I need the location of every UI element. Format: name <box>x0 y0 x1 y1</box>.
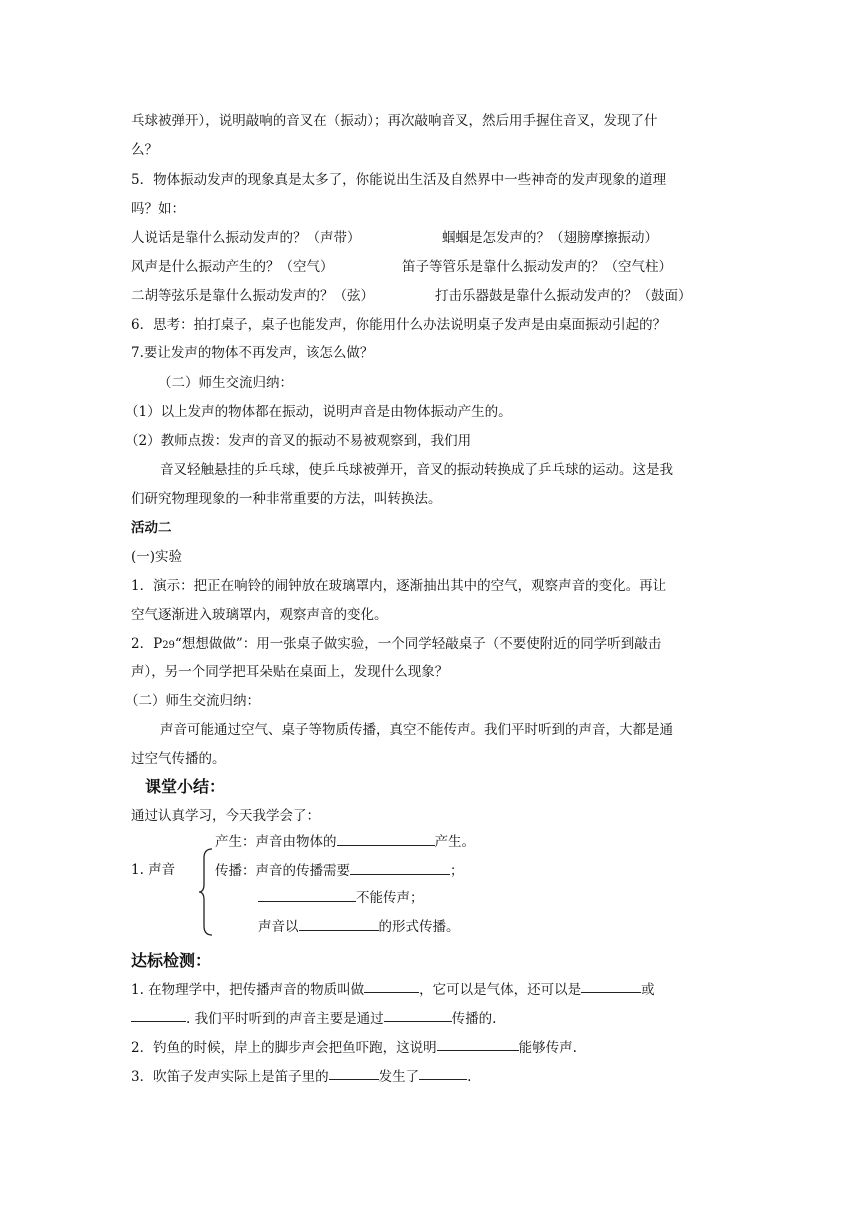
answer-blank <box>437 1038 519 1052</box>
question-text: . <box>467 1069 472 1085</box>
question-text: 1. 在物理学中，把传播声音的物质叫做 <box>131 982 365 998</box>
question-text: 发生了 <box>378 1069 420 1085</box>
row-text: 产生：声音由物体的 <box>215 834 337 850</box>
page-ref: 2．P <box>131 636 163 652</box>
question-6: 6．思考：拍打桌子，桌子也能发声，你能用什么办法说明桌子发声是由桌面振动引起的？ <box>131 317 667 333</box>
activity-heading: 活动二 <box>131 520 172 536</box>
summary-row <box>258 916 460 937</box>
answer-blank <box>131 1009 186 1023</box>
text-line: 乓球被弹开），说明敲响的音叉在（振动）；再次敲响音叉，然后用手握住音叉，发现了什 <box>131 113 658 129</box>
section-title: （二）师生交流归纳： <box>125 693 260 709</box>
answer-blank <box>384 1009 452 1023</box>
question-text: ，它可以是气体，还可以是 <box>419 982 582 998</box>
question-text: 2．钓鱼的时候，岸上的脚步声会把鱼吓跑，这说明 <box>131 1040 437 1056</box>
question-text: . 我们平时听到的声音主要是通过 <box>186 1011 384 1027</box>
paragraph-line: 音叉轻触悬挂的乒乓球，使乒乓球被弹开，音叉的振动转换成了乒乓球的运动。这是我 <box>160 462 673 478</box>
question-5-cont: 吗？如： <box>131 201 185 217</box>
question-text: 传播的. <box>451 1011 497 1027</box>
paragraph-line: 声音可能通过空气、桌子等物质传播，真空不能传声。我们平时听到的声音，大都是通 <box>160 722 673 738</box>
row-text: 传播：声音的传播需要 <box>215 863 350 879</box>
question-7: 7.要让发声的物体不再发声，该怎么做？ <box>131 345 374 361</box>
question-text: 或 <box>641 982 655 998</box>
question-text: 3．吹笛子发声实际上是笛子里的 <box>131 1069 329 1085</box>
subsection-title: (一)实验 <box>131 549 183 565</box>
test-heading: 达标检测： <box>131 951 212 970</box>
summary-row <box>215 860 464 881</box>
demo-item <box>131 634 661 656</box>
summary-row <box>215 831 475 852</box>
paragraph-line: 过空气传播的。 <box>131 751 226 767</box>
answer-blank <box>337 831 435 846</box>
answer-blank <box>350 860 450 875</box>
section-title: （二）师生交流归纳： <box>158 375 293 391</box>
row-text: 的形式传播。 <box>378 919 460 935</box>
answer-blank <box>258 887 356 902</box>
answer-blank <box>364 980 419 994</box>
summary-row <box>258 887 424 908</box>
pair-question-b: 蝈蝈是怎发声的？（翅膀摩擦振动） <box>442 230 658 246</box>
demo-item: 1．演示：把正在响铃的闹钟放在玻璃罩内，逐渐抽出其中的空气，观察声音的变化。再让 <box>131 578 667 594</box>
test-question <box>131 1067 471 1087</box>
row-text: 产生。 <box>434 834 475 850</box>
text-line: 么？ <box>131 142 158 158</box>
pair-question-a: 人说话是靠什么振动发声的？（声带） <box>131 230 361 246</box>
paragraph-line: 们研究物理现象的一种非常重要的方法，叫转换法。 <box>131 491 442 507</box>
summary-heading: 课堂小结： <box>145 777 226 796</box>
row-text: 不能传声； <box>356 890 424 906</box>
pair-question-a: 风声是什么振动产生的？（空气） <box>131 259 334 275</box>
test-question-cont <box>131 1009 496 1029</box>
pair-question-a: 二胡等弦乐是靠什么振动发声的？（弦） <box>131 288 374 304</box>
demo-item-cont: 空气逐渐进入玻璃罩内，观察声音的变化。 <box>131 607 388 623</box>
pair-question-b: 打击乐器鼓是靠什么振动发声的？（鼓面） <box>435 288 692 304</box>
answer-blank <box>329 1067 379 1081</box>
question-5: 5．物体振动发声的现象真是太多了，你能说出生活及自然界中一些神奇的发声现象的道理 <box>131 172 667 188</box>
row-text: ； <box>450 863 464 879</box>
answer-blank <box>581 980 641 994</box>
demo-item-cont: 声），另一个同学把耳朵贴在桌面上，发现什么现象？ <box>131 664 449 680</box>
page-ref-number: 29 <box>162 640 175 651</box>
summary-label: 1. 声音 <box>131 862 176 878</box>
test-question <box>131 980 655 1000</box>
brace-icon <box>198 848 214 936</box>
question-text: 能够传声. <box>518 1040 577 1056</box>
pair-question-b: 笛子等管乐是靠什么振动发声的？（空气柱） <box>402 259 672 275</box>
summary-item: （1）以上发声的物体都在振动，说明声音是由物体振动产生的。 <box>125 404 512 420</box>
answer-blank <box>419 1067 467 1081</box>
demo-text: “想想做做”：用一张桌子做实验，一个同学轻敲桌子（不要使附近的同学听到敲击 <box>174 636 662 652</box>
row-text: 声音以 <box>258 919 299 935</box>
test-question <box>131 1038 577 1058</box>
summary-intro: 通过认真学习，今天我学会了： <box>131 808 320 824</box>
summary-item: （2）教师点拨：发声的音叉的振动不易被观察到，我们用 <box>125 433 472 449</box>
answer-blank <box>299 916 379 931</box>
